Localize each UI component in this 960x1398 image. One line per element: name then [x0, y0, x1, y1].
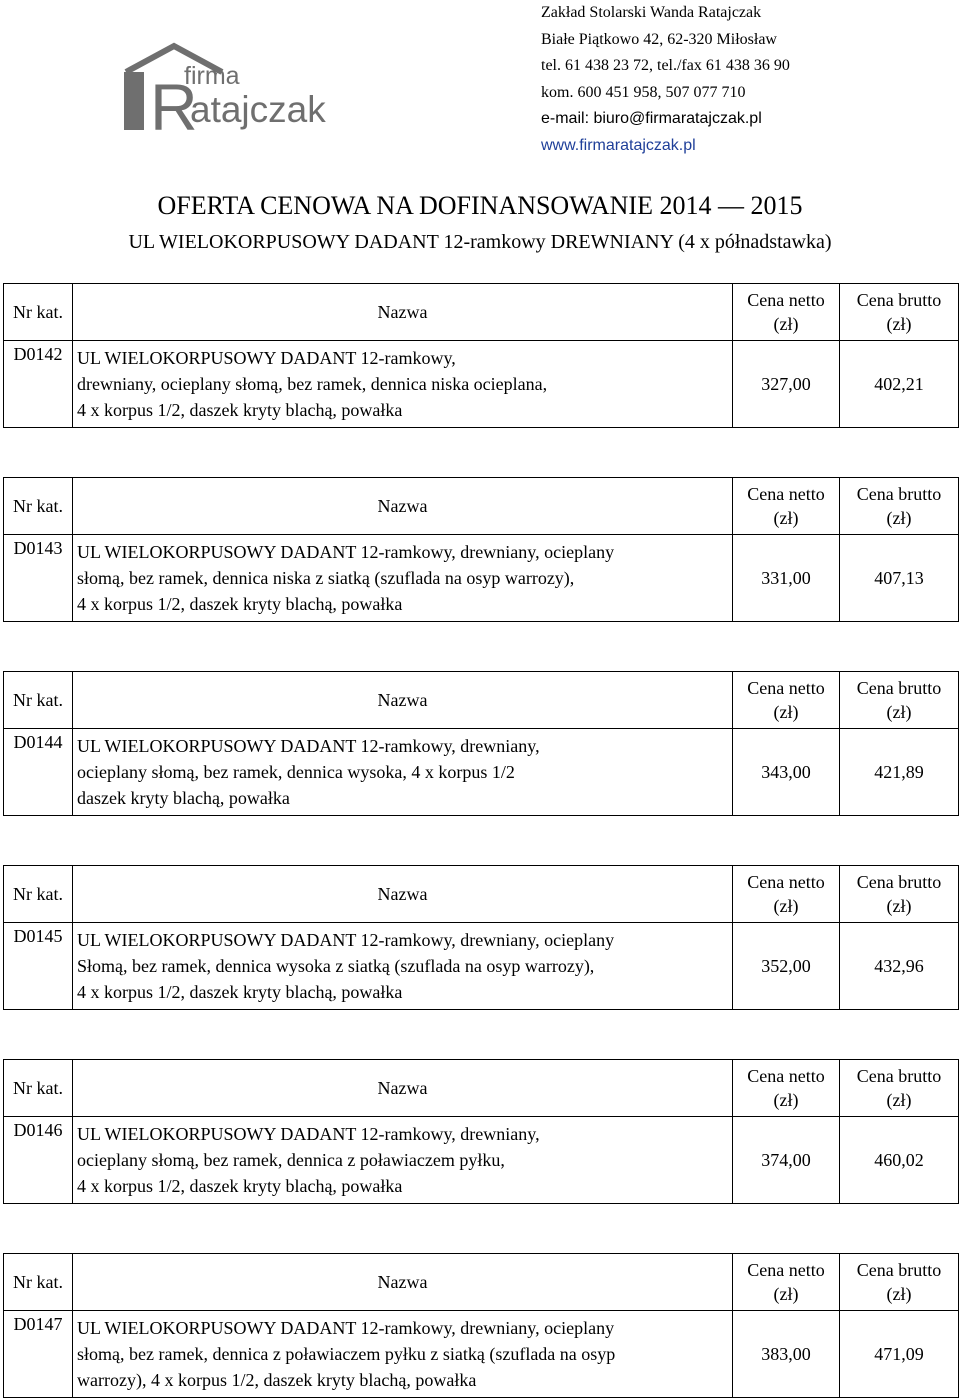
header-netto-label: Cena netto	[747, 290, 825, 310]
logo-word-rest: atajczak	[190, 89, 326, 130]
header-netto	[733, 1254, 840, 1311]
website-link[interactable]: www.firmaratajczak.pl	[541, 136, 696, 154]
price-brutto: 407,13	[840, 535, 959, 622]
header-name: Nazwa	[73, 478, 733, 535]
header-brutto-label: Cena brutto	[856, 1260, 942, 1280]
header-brutto	[840, 672, 959, 729]
header-netto-unit: (zł)	[773, 314, 799, 334]
table-row	[4, 729, 959, 816]
header-name: Nazwa	[73, 672, 733, 729]
company-info	[541, 0, 790, 160]
header-netto	[733, 866, 840, 923]
table-header-row	[4, 1254, 959, 1311]
price-brutto: 402,21	[840, 341, 959, 428]
description-line: UL WIELOKORPUSOWY DADANT 12-ramkowy, drewniany,	[77, 736, 540, 756]
header-nr: Nr kat.	[4, 284, 73, 341]
email-link[interactable]: biuro@firmaratajczak.pl	[593, 110, 762, 128]
price-netto: 331,00	[733, 535, 840, 622]
table-row	[4, 923, 959, 1010]
product-code: D0146	[4, 1117, 73, 1204]
company-logo	[112, 42, 352, 138]
description-line: 4 x korpus 1/2, daszek kryty blachą, powałka	[77, 400, 403, 420]
header-netto	[733, 1060, 840, 1117]
price-netto: 343,00	[733, 729, 840, 816]
price-brutto: 421,89	[840, 729, 959, 816]
description-line: ocieplany słomą, bez ramek, dennica wysoka, 4 x korpus 1/2	[77, 762, 515, 782]
header-brutto-label: Cena brutto	[856, 290, 942, 310]
header-nr: Nr kat.	[4, 672, 73, 729]
company-address: Białe Piątkowo 42, 62-320 Miłosław	[541, 30, 777, 48]
product-table	[3, 865, 959, 1010]
description-line: drewniany, ocieplany słomą, bez ramek, dennica niska ocieplana,	[77, 374, 548, 394]
table-row	[4, 1311, 959, 1398]
header-brutto-label: Cena brutto	[856, 872, 942, 892]
product-table	[3, 283, 959, 428]
table-row	[4, 341, 959, 428]
header-name: Nazwa	[73, 284, 733, 341]
company-mobile: kom. 600 451 958, 507 077 710	[541, 83, 746, 101]
product-description	[73, 1311, 733, 1398]
logo-initial: R	[150, 70, 198, 138]
product-description	[73, 923, 733, 1010]
email-label: e-mail:	[541, 110, 594, 128]
price-netto: 352,00	[733, 923, 840, 1010]
offer-subtitle: UL WIELOKORPUSOWY DADANT 12-ramkowy DREWNIANY (4 x półnadstawka)	[128, 231, 832, 253]
header-nr: Nr kat.	[4, 1254, 73, 1311]
price-brutto: 460,02	[840, 1117, 959, 1204]
description-line: UL WIELOKORPUSOWY DADANT 12-ramkowy, drewniany, ocieplany	[77, 542, 615, 562]
header-netto	[733, 478, 840, 535]
product-code: D0142	[4, 341, 73, 428]
header-brutto-unit: (zł)	[886, 508, 912, 528]
logo-word-small: firma	[184, 62, 240, 90]
product-description	[73, 535, 733, 622]
header-nr: Nr kat.	[4, 478, 73, 535]
header-brutto-label: Cena brutto	[856, 678, 942, 698]
product-code: D0145	[4, 923, 73, 1010]
header-netto-label: Cena netto	[747, 484, 825, 504]
price-brutto: 471,09	[840, 1311, 959, 1398]
table-row	[4, 1117, 959, 1204]
description-line: ocieplany słomą, bez ramek, dennica z poławiaczem pyłku,	[77, 1150, 505, 1170]
header-brutto	[840, 866, 959, 923]
header-netto-unit: (zł)	[773, 896, 799, 916]
header-brutto-label: Cena brutto	[856, 484, 942, 504]
header-name: Nazwa	[73, 1060, 733, 1117]
description-line: UL WIELOKORPUSOWY DADANT 12-ramkowy, drewniany, ocieplany	[77, 930, 615, 950]
description-line: słomą, bez ramek, dennica niska z siatką (szuflada na osyp warrozy),	[77, 568, 575, 588]
header-netto-label: Cena netto	[747, 678, 825, 698]
header-brutto	[840, 478, 959, 535]
header-netto-unit: (zł)	[773, 702, 799, 722]
header-brutto-label: Cena brutto	[856, 1066, 942, 1086]
product-description	[73, 729, 733, 816]
description-line: UL WIELOKORPUSOWY DADANT 12-ramkowy,	[77, 348, 456, 368]
offer-title: OFERTA CENOWA NA DOFINANSOWANIE 2014 — 2015	[157, 191, 803, 220]
price-brutto: 432,96	[840, 923, 959, 1010]
description-line: warrozy), 4 x korpus 1/2, daszek kryty blachą, powałka	[77, 1370, 477, 1390]
product-table	[3, 477, 959, 622]
table-header-row	[4, 672, 959, 729]
header-brutto	[840, 284, 959, 341]
price-netto: 374,00	[733, 1117, 840, 1204]
header-netto-label: Cena netto	[747, 1066, 825, 1086]
header-nr: Nr kat.	[4, 866, 73, 923]
product-code: D0144	[4, 729, 73, 816]
header-netto-unit: (zł)	[773, 1090, 799, 1110]
header-brutto-unit: (zł)	[886, 1284, 912, 1304]
header-nr: Nr kat.	[4, 1060, 73, 1117]
header-brutto	[840, 1254, 959, 1311]
company-name: Zakład Stolarski Wanda Ratajczak	[541, 4, 762, 21]
header-netto-unit: (zł)	[773, 1284, 799, 1304]
company-email-line	[541, 106, 790, 133]
product-table	[3, 1059, 959, 1204]
header-netto	[733, 284, 840, 341]
description-line: 4 x korpus 1/2, daszek kryty blachą, powałka	[77, 982, 403, 1002]
table-header-row	[4, 1060, 959, 1117]
table-header-row	[4, 478, 959, 535]
table-header-row	[4, 866, 959, 923]
product-code: D0147	[4, 1311, 73, 1398]
header-netto-label: Cena netto	[747, 1260, 825, 1280]
table-header-row	[4, 284, 959, 341]
product-code: D0143	[4, 535, 73, 622]
description-line: UL WIELOKORPUSOWY DADANT 12-ramkowy, drewniany, ocieplany	[77, 1318, 615, 1338]
company-phone: tel. 61 438 23 72, tel./fax 61 438 36 90	[541, 57, 790, 75]
product-table	[3, 671, 959, 816]
description-line: 4 x korpus 1/2, daszek kryty blachą, powałka	[77, 1176, 403, 1196]
header-brutto	[840, 1060, 959, 1117]
header-name: Nazwa	[73, 1254, 733, 1311]
price-netto: 327,00	[733, 341, 840, 428]
header-netto-unit: (zł)	[773, 508, 799, 528]
header-brutto-unit: (zł)	[886, 1090, 912, 1110]
description-line: 4 x korpus 1/2, daszek kryty blachą, powałka	[77, 594, 403, 614]
description-line: UL WIELOKORPUSOWY DADANT 12-ramkowy, drewniany,	[77, 1124, 540, 1144]
product-table	[3, 1253, 959, 1398]
description-line: słomą, bez ramek, dennica z poławiaczem pyłku z siatką (szuflada na osyp	[77, 1344, 616, 1364]
header-brutto-unit: (zł)	[886, 314, 912, 334]
header-name: Nazwa	[73, 866, 733, 923]
header-brutto-unit: (zł)	[886, 896, 912, 916]
table-row	[4, 535, 959, 622]
header-netto	[733, 672, 840, 729]
header-netto-label: Cena netto	[747, 872, 825, 892]
description-line: Słomą, bez ramek, dennica wysoka z siatką (szuflada na osyp warrozy),	[77, 956, 595, 976]
house-wall-icon	[124, 72, 144, 130]
price-netto: 383,00	[733, 1311, 840, 1398]
product-description	[73, 341, 733, 428]
product-description	[73, 1117, 733, 1204]
header-brutto-unit: (zł)	[886, 702, 912, 722]
description-line: daszek kryty blachą, powałka	[77, 788, 290, 808]
